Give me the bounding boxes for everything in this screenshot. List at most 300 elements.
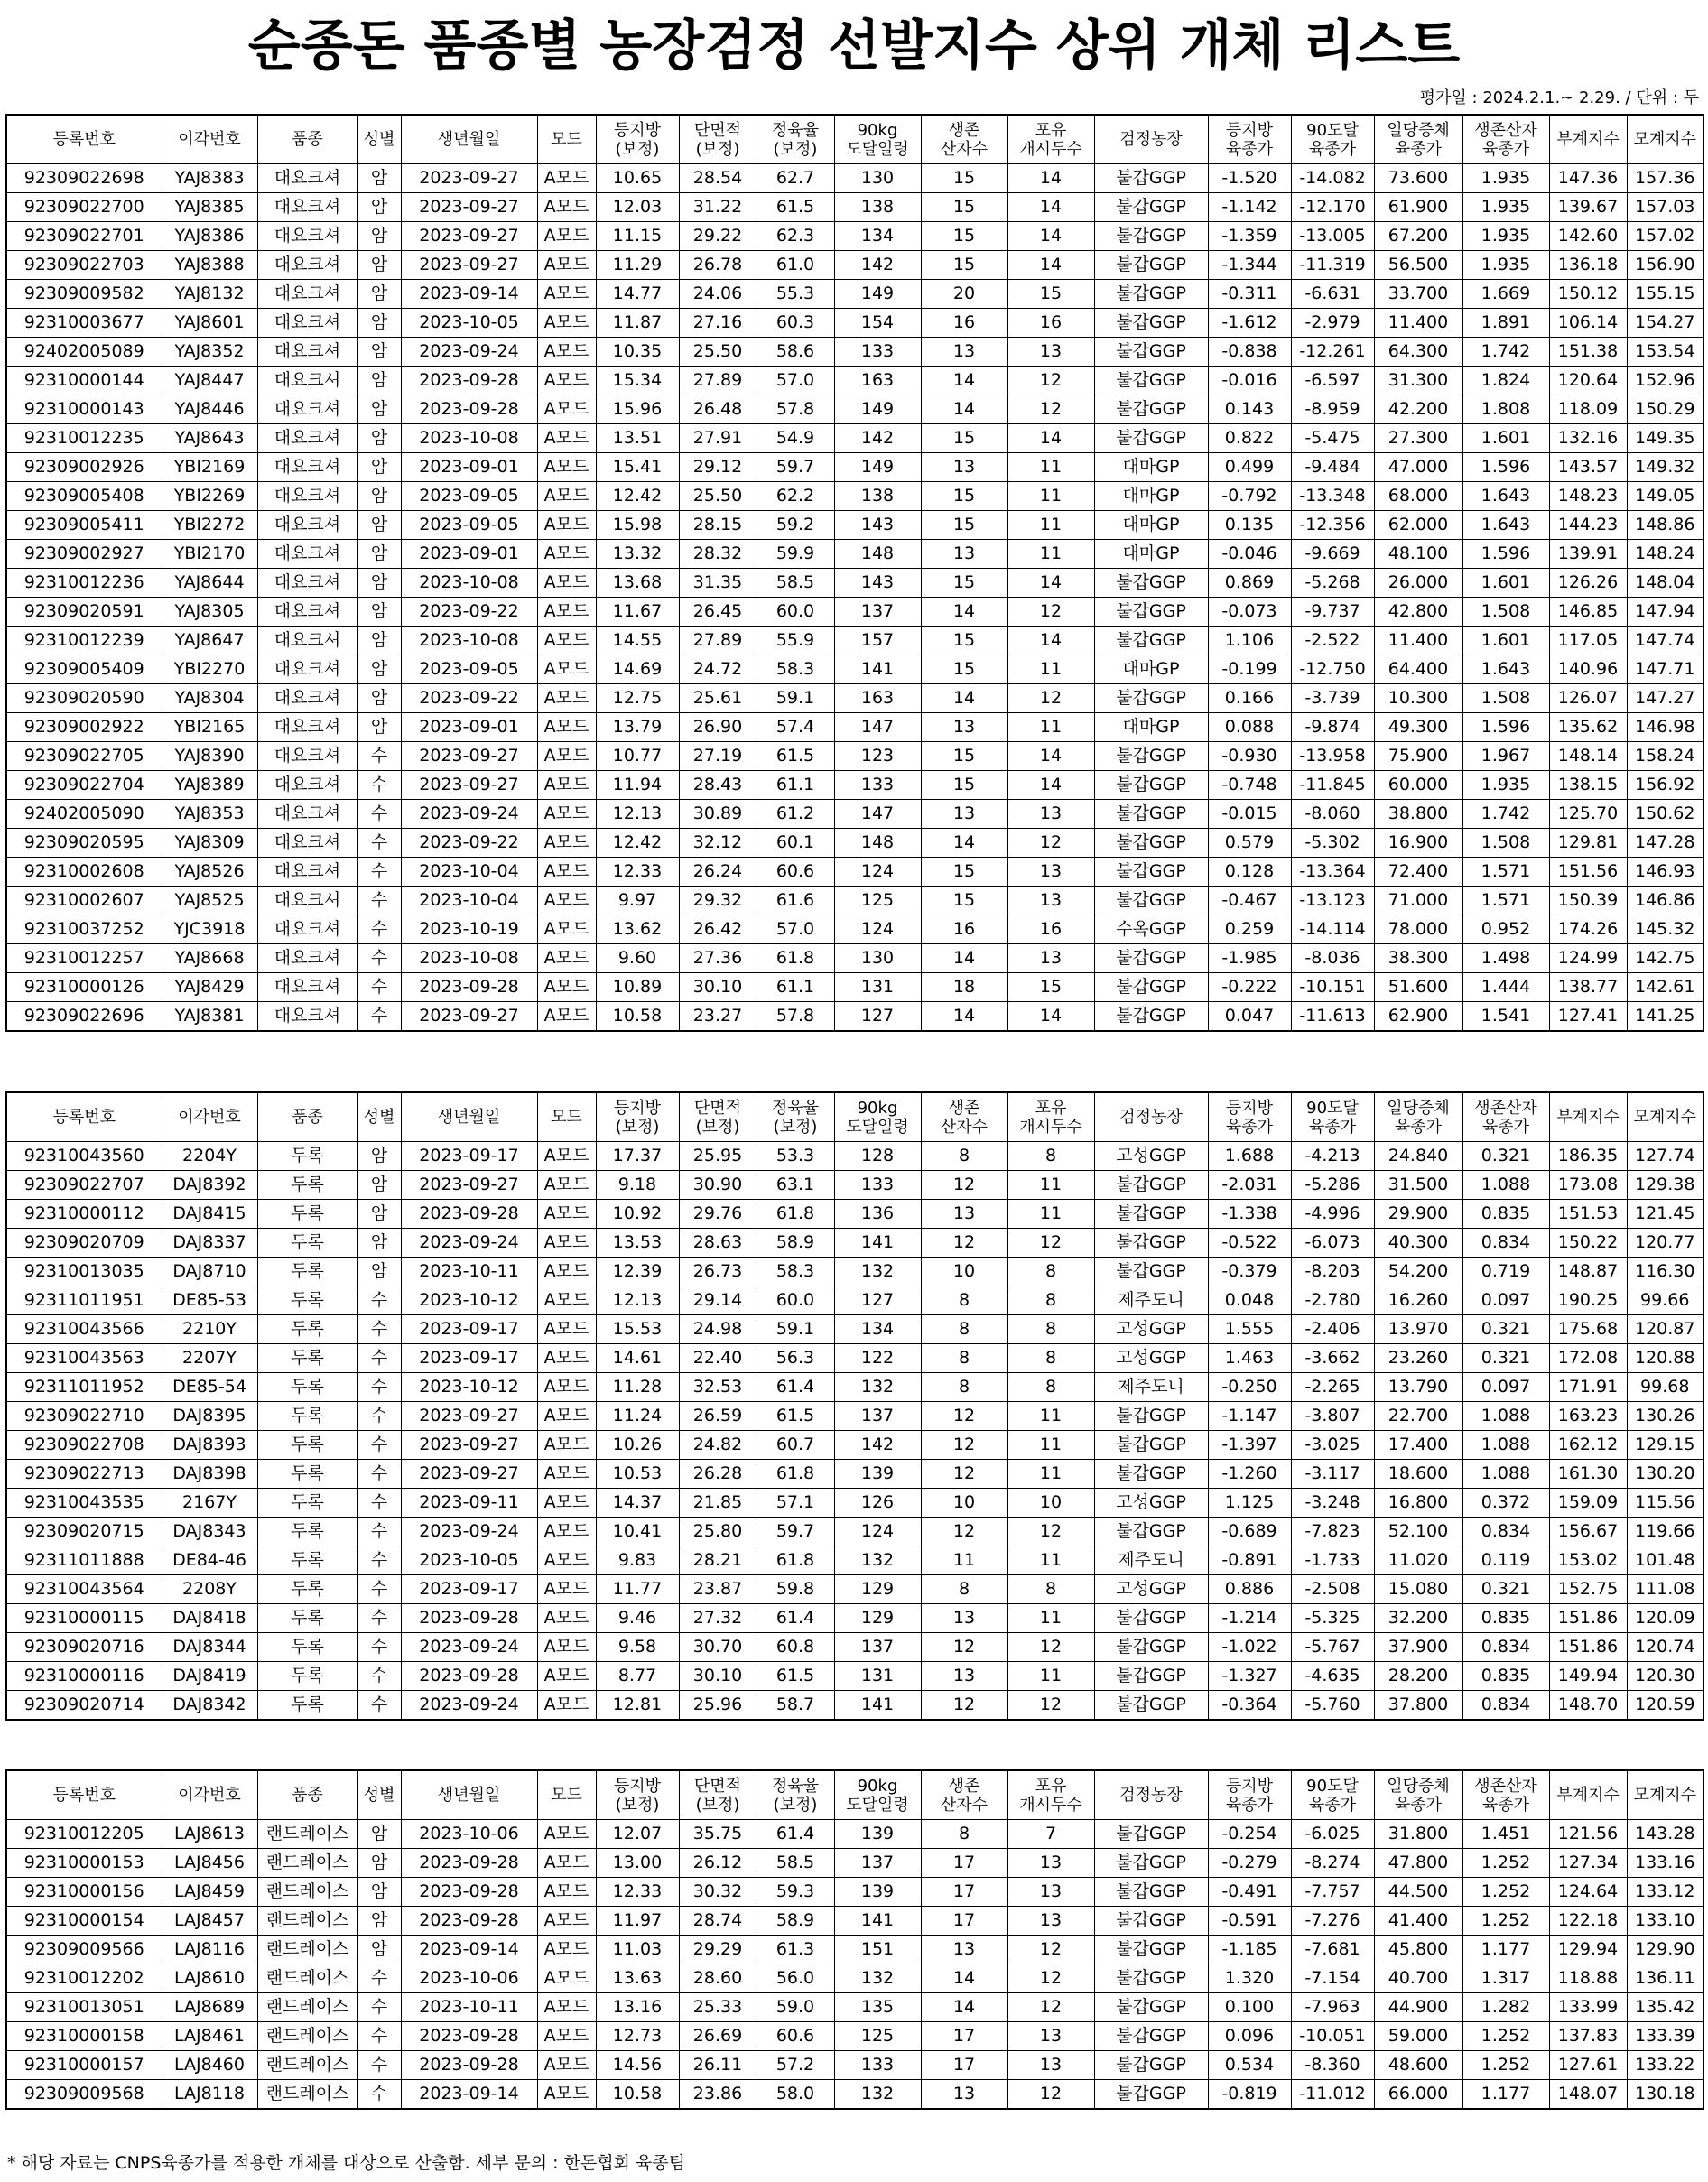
table-cell: 59.3 — [757, 1878, 834, 1907]
table-cell: 26.59 — [679, 1402, 757, 1431]
table-cell: 17.37 — [596, 1142, 679, 1171]
table-cell: 암 — [357, 424, 401, 453]
table-cell: 고성GGP — [1094, 1142, 1208, 1171]
column-header-label: 등록번호 — [52, 130, 116, 149]
table-cell: 2023-09-24 — [401, 1518, 537, 1546]
table-cell: 56.0 — [757, 1964, 834, 1993]
table-cell: 44.500 — [1374, 1878, 1462, 1907]
table-cell: 불갑GGP — [1094, 1402, 1208, 1431]
table-cell: 8 — [1007, 1286, 1094, 1315]
table-cell: A모드 — [537, 1820, 596, 1849]
table-cell: 131 — [834, 973, 921, 1002]
table-cell: -11.012 — [1291, 2080, 1374, 2110]
table-cell: 99.68 — [1627, 1373, 1703, 1402]
table-cell: 27.91 — [679, 424, 757, 453]
table-cell: 대요크셔 — [257, 482, 357, 511]
table-cell: 불갑GGP — [1094, 424, 1208, 453]
table-cell: 92310000144 — [6, 367, 162, 395]
table-cell: 11.020 — [1374, 1546, 1462, 1575]
table-cell: 14 — [1007, 193, 1094, 222]
table-cell: 0.835 — [1462, 1200, 1549, 1229]
table-cell: 59.1 — [757, 1315, 834, 1344]
table-cell: 7 — [1007, 1820, 1094, 1849]
table-row — [6, 1258, 1703, 1286]
table-cell: 수 — [357, 2051, 401, 2080]
table-cell: LAJ8613 — [162, 1820, 257, 1849]
column-header-label: 검정농장 — [1119, 1786, 1183, 1805]
table-cell: 117.05 — [1549, 627, 1627, 655]
table-cell: 92311011951 — [6, 1286, 162, 1315]
table-cell: 28.43 — [679, 771, 757, 800]
table-cell: 13.53 — [596, 1229, 679, 1258]
table-cell: -5.286 — [1291, 1171, 1374, 1200]
table-cell: 149 — [834, 453, 921, 482]
table-cell: 61.2 — [757, 800, 834, 829]
table-cell: 147.27 — [1627, 684, 1703, 713]
table-cell: 8 — [921, 1820, 1007, 1849]
table-cell: 12 — [1007, 395, 1094, 424]
table-cell: 92309022708 — [6, 1431, 162, 1460]
table-cell: 불갑GGP — [1094, 309, 1208, 338]
table-cell: 138.15 — [1549, 771, 1627, 800]
table-cell: DAJ8398 — [162, 1460, 257, 1489]
table-cell: 58.5 — [757, 569, 834, 598]
table-cell: 16.800 — [1374, 1489, 1462, 1518]
table-cell: 암 — [357, 395, 401, 424]
table-cell: 15 — [1007, 280, 1094, 309]
column-header — [834, 115, 921, 164]
table-cell: 13.790 — [1374, 1373, 1462, 1402]
table-cell: 11.15 — [596, 222, 679, 251]
table-cell: 불갑GGP — [1094, 2080, 1208, 2110]
table-cell: 11.03 — [596, 1936, 679, 1964]
table-cell: 27.19 — [679, 742, 757, 771]
table-cell: 13.63 — [596, 1964, 679, 1993]
table-cell: 암 — [357, 367, 401, 395]
table-cell: 암 — [357, 1200, 401, 1229]
table-cell: 29.900 — [1374, 1200, 1462, 1229]
table-cell: 대요크셔 — [257, 771, 357, 800]
table-cell: A모드 — [537, 887, 596, 915]
table-cell: 58.5 — [757, 1849, 834, 1878]
table-cell: -6.025 — [1291, 1820, 1374, 1849]
table-cell: 불갑GGP — [1094, 1258, 1208, 1286]
table-cell: 61.5 — [757, 1402, 834, 1431]
table-cell: 92309022707 — [6, 1171, 162, 1200]
table-cell: 127.41 — [1549, 1002, 1627, 1032]
header-row — [6, 115, 1703, 164]
table-row — [6, 1315, 1703, 1344]
table-cell: 두록 — [257, 1373, 357, 1402]
table-cell: A모드 — [537, 395, 596, 424]
table-cell: 58.3 — [757, 655, 834, 684]
column-header — [401, 1770, 537, 1820]
table-cell: 1.252 — [1462, 2051, 1549, 2080]
table-cell: 1.463 — [1208, 1344, 1291, 1373]
table-cell: 1.935 — [1462, 164, 1549, 193]
table-cell: 133.10 — [1627, 1907, 1703, 1936]
table-cell: 불갑GGP — [1094, 1878, 1208, 1907]
table-cell: 11.24 — [596, 1402, 679, 1431]
table-cell: 62.2 — [757, 482, 834, 511]
table-cell: 1.555 — [1208, 1315, 1291, 1344]
column-header — [1208, 1770, 1291, 1820]
table-cell: 2023-09-01 — [401, 713, 537, 742]
table-cell: 0.372 — [1462, 1489, 1549, 1518]
table-cell: YAJ8305 — [162, 598, 257, 627]
table-cell: 27.300 — [1374, 424, 1462, 453]
table-cell: 33.700 — [1374, 280, 1462, 309]
table-cell: 2023-10-08 — [401, 627, 537, 655]
table-cell: 21.85 — [679, 1489, 757, 1518]
table-cell: A모드 — [537, 1518, 596, 1546]
table-cell: A모드 — [537, 453, 596, 482]
table-cell: 59.7 — [757, 453, 834, 482]
table-cell: -1.185 — [1208, 1936, 1291, 1964]
table-cell: 30.70 — [679, 1633, 757, 1662]
table-cell: 92402005089 — [6, 338, 162, 367]
table-cell: 132 — [834, 2080, 921, 2110]
table-cell: 28.60 — [679, 1964, 757, 1993]
table-cell: 142.60 — [1549, 222, 1627, 251]
table-cell: A모드 — [537, 944, 596, 973]
table-cell: -1.260 — [1208, 1460, 1291, 1489]
table-cell: 14 — [1007, 742, 1094, 771]
table-cell: A모드 — [537, 1142, 596, 1171]
table-cell: YAJ8304 — [162, 684, 257, 713]
table-cell: 129 — [834, 1604, 921, 1633]
table-cell: 0.834 — [1462, 1633, 1549, 1662]
table-cell: 28.63 — [679, 1229, 757, 1258]
table-cell: -3.248 — [1291, 1489, 1374, 1518]
table-cell: 27.32 — [679, 1604, 757, 1633]
table-cell: 12 — [1007, 829, 1094, 858]
table-cell: A모드 — [537, 713, 596, 742]
table-cell: 8 — [1007, 1142, 1094, 1171]
table-cell: 132 — [834, 1373, 921, 1402]
table-cell: 1.742 — [1462, 338, 1549, 367]
table-cell: 37.900 — [1374, 1633, 1462, 1662]
table-cell: DAJ8415 — [162, 1200, 257, 1229]
table-cell: 92309005411 — [6, 511, 162, 540]
table-cell: 60.7 — [757, 1431, 834, 1460]
table-cell: 61.0 — [757, 251, 834, 280]
table-cell: A모드 — [537, 2080, 596, 2110]
column-header-label: 90도달 — [1306, 120, 1359, 140]
table-cell: 159.09 — [1549, 1489, 1627, 1518]
column-header-label: 90kg — [857, 120, 898, 140]
table-cell: -5.268 — [1291, 569, 1374, 598]
table-cell: 수 — [357, 1964, 401, 1993]
table-cell: 60.000 — [1374, 771, 1462, 800]
column-header-label: 성별 — [363, 130, 395, 149]
table-cell: 26.78 — [679, 251, 757, 280]
table-cell: 고성GGP — [1094, 1344, 1208, 1373]
table-cell: 66.000 — [1374, 2080, 1462, 2110]
table-cell: 8 — [1007, 1315, 1094, 1344]
column-header — [834, 1770, 921, 1820]
table-cell: 0.719 — [1462, 1258, 1549, 1286]
table-cell: 57.2 — [757, 2051, 834, 2080]
table-cell: 26.000 — [1374, 569, 1462, 598]
table-cell: 수 — [357, 915, 401, 944]
table-cell: 랜드레이스 — [257, 1849, 357, 1878]
table-cell: A모드 — [537, 222, 596, 251]
table-cell: 42.200 — [1374, 395, 1462, 424]
table-cell: 2023-09-24 — [401, 1229, 537, 1258]
table-cell: 대마GP — [1094, 655, 1208, 684]
table-cell: 28.200 — [1374, 1662, 1462, 1691]
table-cell: 68.000 — [1374, 482, 1462, 511]
table-row — [6, 569, 1703, 598]
table-cell: 32.12 — [679, 829, 757, 858]
table-cell: 137 — [834, 598, 921, 627]
table-cell: -0.591 — [1208, 1907, 1291, 1936]
table-cell: 1.451 — [1462, 1820, 1549, 1849]
table-row — [6, 367, 1703, 395]
table-cell: 10.26 — [596, 1431, 679, 1460]
table-cell: 23.87 — [679, 1575, 757, 1604]
table-cell: 1.935 — [1462, 771, 1549, 800]
table-cell: A모드 — [537, 1849, 596, 1878]
table-cell: 92310043563 — [6, 1344, 162, 1373]
column-header — [596, 115, 679, 164]
landrace-table — [5, 1769, 1704, 2110]
table-cell: 27.36 — [679, 944, 757, 973]
table-cell: 대요크셔 — [257, 424, 357, 453]
table-cell: 135.62 — [1549, 713, 1627, 742]
table-cell: 137 — [834, 1849, 921, 1878]
table-cell: YAJ8309 — [162, 829, 257, 858]
table-cell: 146.86 — [1627, 887, 1703, 915]
table-cell: YAJ8386 — [162, 222, 257, 251]
table-cell: 138 — [834, 482, 921, 511]
column-header — [537, 1770, 596, 1820]
column-header — [1374, 1092, 1462, 1142]
column-header-label: 품종 — [292, 130, 323, 149]
table-cell: 2023-09-24 — [401, 1691, 537, 1721]
column-header-label: 생년월일 — [437, 130, 501, 149]
table-cell: 129.81 — [1549, 829, 1627, 858]
table-cell: 135 — [834, 1993, 921, 2022]
column-header — [1549, 115, 1627, 164]
table-cell: 60.3 — [757, 309, 834, 338]
column-header-label: 개시두수 — [1019, 1795, 1082, 1815]
table-cell: 0.096 — [1208, 2022, 1291, 2051]
column-header-label: 생존산자 — [1474, 1776, 1537, 1796]
column-header — [1627, 1092, 1703, 1142]
table-cell: 25.96 — [679, 1691, 757, 1721]
table-cell: 16.260 — [1374, 1286, 1462, 1315]
column-header-label: (보정) — [695, 1795, 740, 1815]
column-header-label: 부계지수 — [1556, 130, 1620, 149]
table-cell: 58.9 — [757, 1229, 834, 1258]
table-cell: 암 — [357, 164, 401, 193]
table-cell: 139 — [834, 1820, 921, 1849]
table-row — [6, 1171, 1703, 1200]
table-cell: 불갑GGP — [1094, 887, 1208, 915]
table-cell: 2023-09-28 — [401, 395, 537, 424]
table-cell: 수 — [357, 944, 401, 973]
table-cell: 35.75 — [679, 1820, 757, 1849]
table-cell: 140.96 — [1549, 655, 1627, 684]
table-cell: -1.142 — [1208, 193, 1291, 222]
table-cell: 143 — [834, 511, 921, 540]
table-cell: 92310000112 — [6, 1200, 162, 1229]
table-cell: 불갑GGP — [1094, 1460, 1208, 1489]
table-cell: 대요크셔 — [257, 453, 357, 482]
table-cell: 92310012202 — [6, 1964, 162, 1993]
column-header-label: 모드 — [551, 1786, 582, 1805]
table-cell: 149 — [834, 395, 921, 424]
table-cell: 26.11 — [679, 2051, 757, 2080]
table-cell: 135.42 — [1627, 1993, 1703, 2022]
table-cell: A모드 — [537, 1662, 596, 1691]
table-cell: 수 — [357, 1402, 401, 1431]
table-cell: 수 — [357, 1286, 401, 1315]
table-cell: 25.50 — [679, 338, 757, 367]
table-cell: YAJ8352 — [162, 338, 257, 367]
table-cell: 92310012235 — [6, 424, 162, 453]
table-cell: 92309022701 — [6, 222, 162, 251]
table-cell: A모드 — [537, 1373, 596, 1402]
table-cell: 10 — [921, 1258, 1007, 1286]
table-row — [6, 887, 1703, 915]
table-cell: A모드 — [537, 1431, 596, 1460]
table-cell: 14 — [921, 829, 1007, 858]
table-cell: 157.36 — [1627, 164, 1703, 193]
table-cell: YBI2170 — [162, 540, 257, 569]
table-cell: 28.54 — [679, 164, 757, 193]
table-cell: 92310000158 — [6, 2022, 162, 2051]
table-cell: 2023-09-27 — [401, 164, 537, 193]
column-header-label: 정육율 — [771, 1776, 820, 1796]
table-cell: 126.26 — [1549, 569, 1627, 598]
table-cell: 146.85 — [1549, 598, 1627, 627]
table-cell: 25.95 — [679, 1142, 757, 1171]
table-cell: 132 — [834, 1258, 921, 1286]
table-cell: 13 — [921, 1662, 1007, 1691]
table-cell: A모드 — [537, 1200, 596, 1229]
table-cell: 1.891 — [1462, 309, 1549, 338]
table-row — [6, 742, 1703, 771]
table-cell: 암 — [357, 569, 401, 598]
table-cell: 2023-09-27 — [401, 1431, 537, 1460]
table-cell: 146.98 — [1627, 713, 1703, 742]
table-cell: 11.87 — [596, 309, 679, 338]
table-cell: LAJ8610 — [162, 1964, 257, 1993]
table-cell: 130 — [834, 944, 921, 973]
table-cell: 12 — [1007, 684, 1094, 713]
table-cell: 1.177 — [1462, 2080, 1549, 2110]
table-cell: -3.662 — [1291, 1344, 1374, 1373]
table-cell: -1.344 — [1208, 251, 1291, 280]
table-row — [6, 1546, 1703, 1575]
table-row — [6, 309, 1703, 338]
table-cell: 0.886 — [1208, 1575, 1291, 1604]
table-cell: 130.20 — [1627, 1460, 1703, 1489]
table-cell: 146.93 — [1627, 858, 1703, 887]
table-cell: 53.3 — [757, 1142, 834, 1171]
table-cell: 15 — [921, 569, 1007, 598]
table-cell: 8 — [921, 1315, 1007, 1344]
table-cell: 48.600 — [1374, 2051, 1462, 2080]
table-cell: 1.498 — [1462, 944, 1549, 973]
table-cell: 156.90 — [1627, 251, 1703, 280]
table-cell: 150.12 — [1549, 280, 1627, 309]
table-cell: 24.06 — [679, 280, 757, 309]
table-cell: 15 — [921, 511, 1007, 540]
column-header-label: 생존산자 — [1474, 120, 1537, 140]
column-header — [257, 1092, 357, 1142]
table-cell: 40.700 — [1374, 1964, 1462, 1993]
table-cell: 12 — [1007, 1633, 1094, 1662]
table-cell: 24.72 — [679, 655, 757, 684]
table-cell: 0.952 — [1462, 915, 1549, 944]
table-cell: 2023-09-17 — [401, 1142, 537, 1171]
table-cell: -5.760 — [1291, 1691, 1374, 1721]
table-cell: 1.669 — [1462, 280, 1549, 309]
table-cell: -11.319 — [1291, 251, 1374, 280]
table-cell: 2023-09-27 — [401, 222, 537, 251]
table-cell: 17 — [921, 1907, 1007, 1936]
table-cell: 152.96 — [1627, 367, 1703, 395]
table-cell: 암 — [357, 338, 401, 367]
table-cell: 15 — [921, 424, 1007, 453]
table-cell: 186.35 — [1549, 1142, 1627, 1171]
table-cell: 15 — [921, 164, 1007, 193]
table-cell: 8 — [921, 1286, 1007, 1315]
table-cell: 2023-10-12 — [401, 1373, 537, 1402]
table-cell: 11 — [1007, 540, 1094, 569]
column-header — [596, 1092, 679, 1142]
table-cell: 2023-10-05 — [401, 1546, 537, 1575]
table-cell: 수 — [357, 1691, 401, 1721]
table-cell: 75.900 — [1374, 742, 1462, 771]
table-cell: 92309020709 — [6, 1229, 162, 1258]
column-header-label: (보정) — [773, 1795, 818, 1815]
table-cell: 190.25 — [1549, 1286, 1627, 1315]
table-cell: A모드 — [537, 973, 596, 1002]
table-cell: A모드 — [537, 1460, 596, 1489]
table-cell: 92310000116 — [6, 1662, 162, 1691]
table-cell: 2023-09-05 — [401, 482, 537, 511]
table-cell: 30.10 — [679, 973, 757, 1002]
table-cell: 120.87 — [1627, 1315, 1703, 1344]
table-cell: 154 — [834, 309, 921, 338]
table-cell: 1.317 — [1462, 1964, 1549, 1993]
table-cell: 130.26 — [1627, 1402, 1703, 1431]
table-cell: 11 — [1007, 1604, 1094, 1633]
table-cell: YAJ8525 — [162, 887, 257, 915]
table-cell: -13.123 — [1291, 887, 1374, 915]
table-cell: 두록 — [257, 1604, 357, 1633]
table-cell: 불갑GGP — [1094, 1229, 1208, 1258]
column-header-label: 등지방 — [1225, 1776, 1274, 1796]
table-cell: 139 — [834, 1878, 921, 1907]
table-cell: 1.643 — [1462, 655, 1549, 684]
table-cell: 124 — [834, 1518, 921, 1546]
table-cell: 9.58 — [596, 1633, 679, 1662]
table-cell: 55.9 — [757, 627, 834, 655]
column-header-label: 단면적 — [693, 1098, 742, 1118]
column-header-label: 포유 — [1035, 120, 1067, 140]
table-cell: 13 — [1007, 800, 1094, 829]
table-cell: -2.265 — [1291, 1373, 1374, 1402]
table-cell: 148.24 — [1627, 540, 1703, 569]
table-row — [6, 655, 1703, 684]
table-cell: 152.75 — [1549, 1575, 1627, 1604]
